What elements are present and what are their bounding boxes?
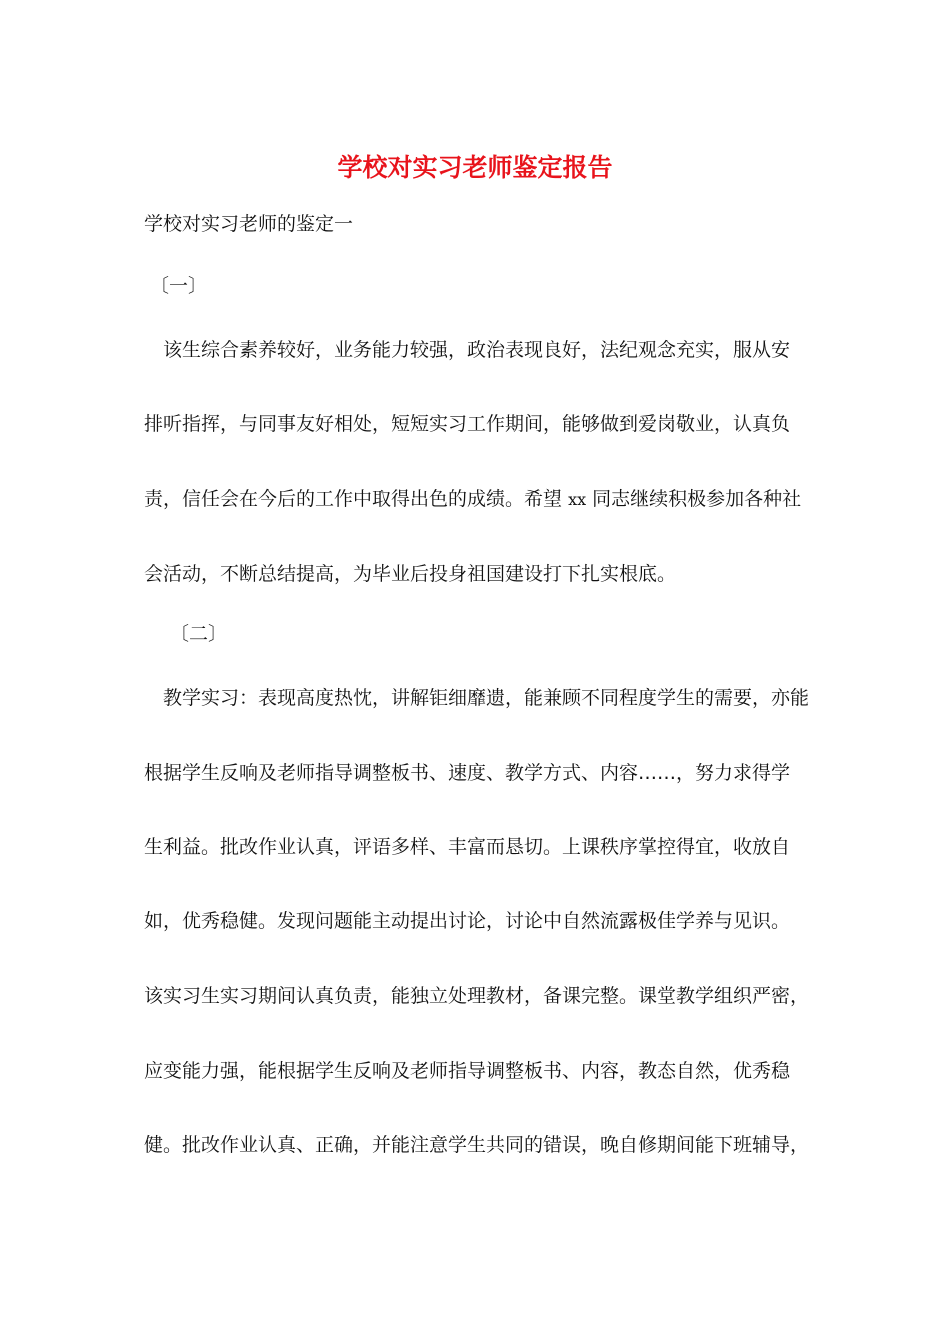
document-subtitle: 学校对实习老师的鉴定一 xyxy=(144,213,354,235)
paragraph-line: 该实习生实习期间认真负责，能独立处理教材，备课完整。课堂教学组织严密， xyxy=(144,985,810,1007)
paragraph-line: 根据学生反响及老师指导调整板书、速度、教学方式、内容……，努力求得学 xyxy=(144,762,791,784)
paragraph-line: 健。批改作业认真、正确，并能注意学生共同的错误，晚自修期间能下班辅导， xyxy=(144,1134,810,1156)
paragraph-line: 教学实习：表现高度热忱，讲解钜细靡遗，能兼顾不同程度学生的需要，亦能 xyxy=(163,687,810,709)
paragraph-line: 应变能力强，能根据学生反响及老师指导调整板书、内容，教态自然，优秀稳 xyxy=(144,1060,791,1082)
paragraph-line: 如，优秀稳健。发现问题能主动提出讨论，讨论中自然流露极佳学养与见识。 xyxy=(144,910,791,932)
paragraph-line: 排听指挥，与同事友好相处，短短实习工作期间，能够做到爱岗敬业，认真负 xyxy=(144,413,791,435)
paragraph-line: 生利益。批改作业认真，评语多样、丰富而恳切。上课秩序掌控得宜，收放自 xyxy=(144,836,791,858)
section-label-1: 〔一〕 xyxy=(150,275,208,297)
paragraph-line: 该生综合素养较好，业务能力较强，政治表现良好，法纪观念充实，服从安 xyxy=(163,339,791,361)
paragraph-text: 同志继续积极参加各种社 xyxy=(592,488,802,510)
document-title: 学校对实习老师鉴定报告 xyxy=(337,153,613,182)
paragraph-text: 责，信任会在今后的工作中取得出色的成绩。希望 xyxy=(144,488,563,510)
section-label-2: 〔二〕 xyxy=(170,623,228,645)
paragraph-line xyxy=(144,485,801,514)
placeholder-name: xx xyxy=(568,490,587,509)
paragraph-line: 会活动，不断总结提高，为毕业后投身祖国建设打下扎实根底。 xyxy=(144,563,677,585)
